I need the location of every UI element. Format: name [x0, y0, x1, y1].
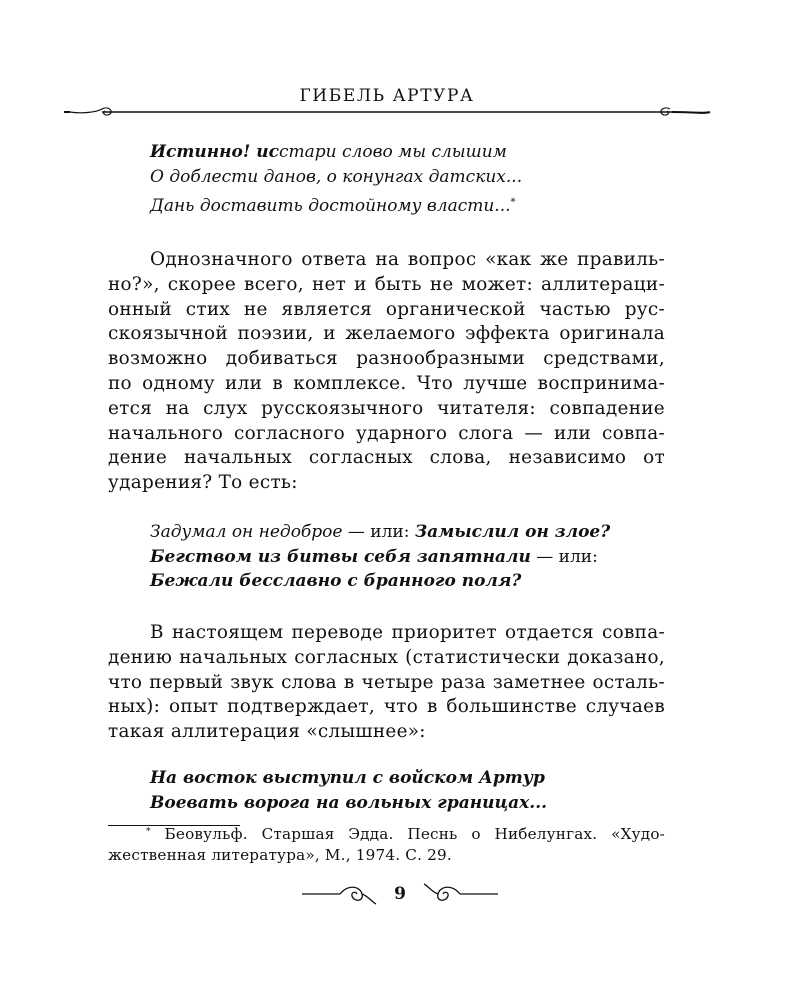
verse-line — [150, 140, 522, 165]
verse-line — [150, 569, 610, 594]
verse-block-2 — [150, 520, 610, 594]
verse-bold: Замыслил он злое? — [414, 522, 611, 542]
verse-text: стари слово мы слышим — [278, 142, 507, 162]
verse-line — [150, 194, 522, 219]
footnote-line — [108, 824, 665, 845]
verse-line: О доблести данов, о конунгах датских... — [150, 166, 523, 187]
verse-line — [150, 766, 547, 791]
verse-text: Дань доставить достойному власти... — [150, 196, 511, 216]
verse-line — [150, 791, 547, 816]
paragraph-line: ется на слух русскоязычного читателя: совпадение — [108, 397, 665, 419]
paragraph-line: Однозначного ответа на вопрос «как же правиль- — [150, 249, 665, 270]
footnote-text: Беовульф. Старшая Эдда. Песнь о Нибелунгах. «Худо- — [150, 825, 665, 843]
paragraph-line: дению начальных согласных (статистически доказано, — [108, 646, 665, 668]
verse-connector: — или: — [530, 546, 598, 567]
paragraph-line: ных): опыт подтверждает, что в большинстве случаев — [108, 696, 665, 718]
verse-bold: Бежали бесславно с бранного поля? — [150, 571, 522, 591]
page-folio — [300, 880, 500, 910]
paragraph-line: В настоящем переводе приоритет отдается совпа- — [150, 622, 665, 643]
paragraph-line: такая аллитерация «слышнее»: — [108, 721, 426, 743]
paragraph-line: что первый звук слова в четыре раза заметнее осталь- — [108, 671, 665, 693]
verse-text: Задумал он недоброе — [150, 522, 343, 542]
paragraph-2 — [108, 621, 665, 745]
verse-block-1 — [150, 140, 522, 219]
footnote-reference-mark: * — [510, 197, 516, 208]
verse-bold: Воевать ворога на вольных границах... — [150, 792, 548, 813]
running-header — [62, 86, 712, 126]
verse-bold: Бегством из битвы себя запятнали — [150, 546, 531, 567]
paragraph-1 — [108, 248, 665, 496]
verse-bold: На восток выступил с войском Артур — [150, 768, 545, 788]
paragraph-line: возможно добиваться разнообразными средствами, — [108, 348, 665, 370]
paragraph-line: скоязычной поэзии, и желаемого эффекта оригинала — [108, 323, 665, 345]
verse-bold: Истинно! ис — [150, 142, 279, 162]
verse-block-3 — [150, 766, 547, 815]
footnote — [108, 824, 665, 866]
footnote-line: жественная литература», М., 1974. С. 29. — [108, 846, 452, 864]
running-title: ГИБЕЛЬ АРТУРА — [299, 86, 475, 106]
paragraph-line: дение начальных согласных слова, независимо от — [108, 447, 665, 469]
paragraph-line: по одному или в комплексе. Что лучше воспринима- — [108, 372, 665, 394]
paragraph-line: ударения? То есть: — [108, 472, 298, 494]
paragraph-line: онный стих не является органической частью рус- — [108, 298, 665, 320]
paragraph-line: начального согласного ударного слога — или совпа- — [108, 422, 665, 444]
verse-connector: — или: — [342, 522, 415, 542]
page-number: 9 — [394, 884, 406, 904]
verse-line — [150, 545, 610, 570]
paragraph-line: но?», скорее всего, нет и быть не может: аллитераци- — [108, 273, 665, 295]
footnote-mark: * — [146, 827, 151, 837]
verse-line — [150, 520, 610, 545]
header-ornament-rule — [62, 100, 712, 124]
